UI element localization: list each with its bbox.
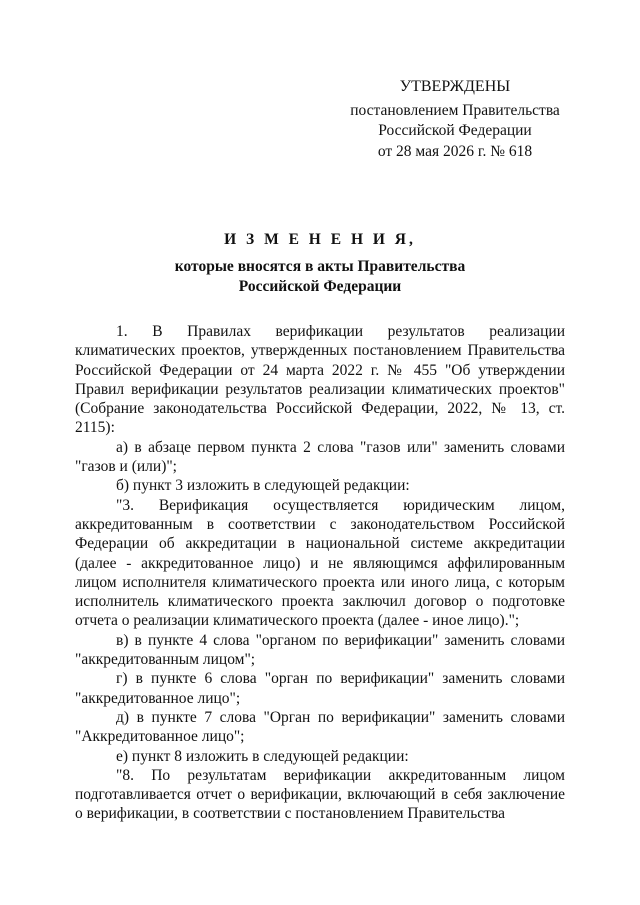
document-body	[75, 322, 565, 824]
approval-block	[330, 77, 580, 162]
title-main: И З М Е Н Е Н И Я,	[224, 231, 416, 248]
paragraph-a: а) в абзаце первом пункта 2 слова "газов или" заменить словами "газов и (или)";	[75, 438, 565, 476]
paragraph-e: е) пункт 8 изложить в следующей редакции:	[116, 747, 409, 765]
approval-line-1: постановлением Правительства	[350, 101, 560, 119]
paragraph-point-3: "3. Верификация осуществляется юридическим лицом, аккредитованным в соответствии с законодательством Российской Федерации об аккредитации в национальной системе аккредитации (далее - аккредитованное лицо) и не являющимся аффилированным лицом исполнителя климатического проекта или иного лица, с которым исполнитель климатического проекта заключил договор о подготовке отчета о реализации климатического проекта (далее - иное лицо).";	[75, 496, 565, 630]
approval-line-3: от 28 мая 2026 г. № 618	[377, 142, 533, 160]
paragraph-d: д) в пункте 7 слова "Орган по верификации" заменить словами "Аккредитованное лицо";	[75, 708, 565, 746]
paragraph-point-8: "8. По результатам верификации аккредитованным лицом подготавливается отчет о верификации, включающий в себя заключение о верификации, в соответствии с постановлением Правительства	[75, 766, 565, 823]
approval-heading: УТВЕРЖДЕНЫ	[399, 78, 511, 95]
approval-line-2: Российской Федерации	[378, 122, 532, 139]
paragraph-b: б) пункт 3 изложить в следующей редакции:	[116, 477, 410, 495]
title-subline-1: которые вносятся в акты Правительства	[174, 258, 466, 275]
document-title	[0, 230, 640, 297]
title-subline-2: Российской Федерации	[238, 278, 402, 295]
paragraph-1: 1. В Правилах верификации результатов реализации климатических проектов, утвержденных постановлением Правительства Российской Федерации от 24 марта 2022 г. № 455 "Об утверждении Правил верификации результатов реализации климатических проектов" (Собрание законодательства Российской Федерации, 2022, № 13, ст. 2115):	[75, 323, 565, 437]
paragraph-g: г) в пункте 6 слова "орган по верификации" заменить словами "аккредитованное лицо";	[75, 670, 565, 707]
paragraph-v: в) в пункте 4 слова "органом по верификации" заменить словами "аккредитованным лицом";	[75, 631, 565, 669]
